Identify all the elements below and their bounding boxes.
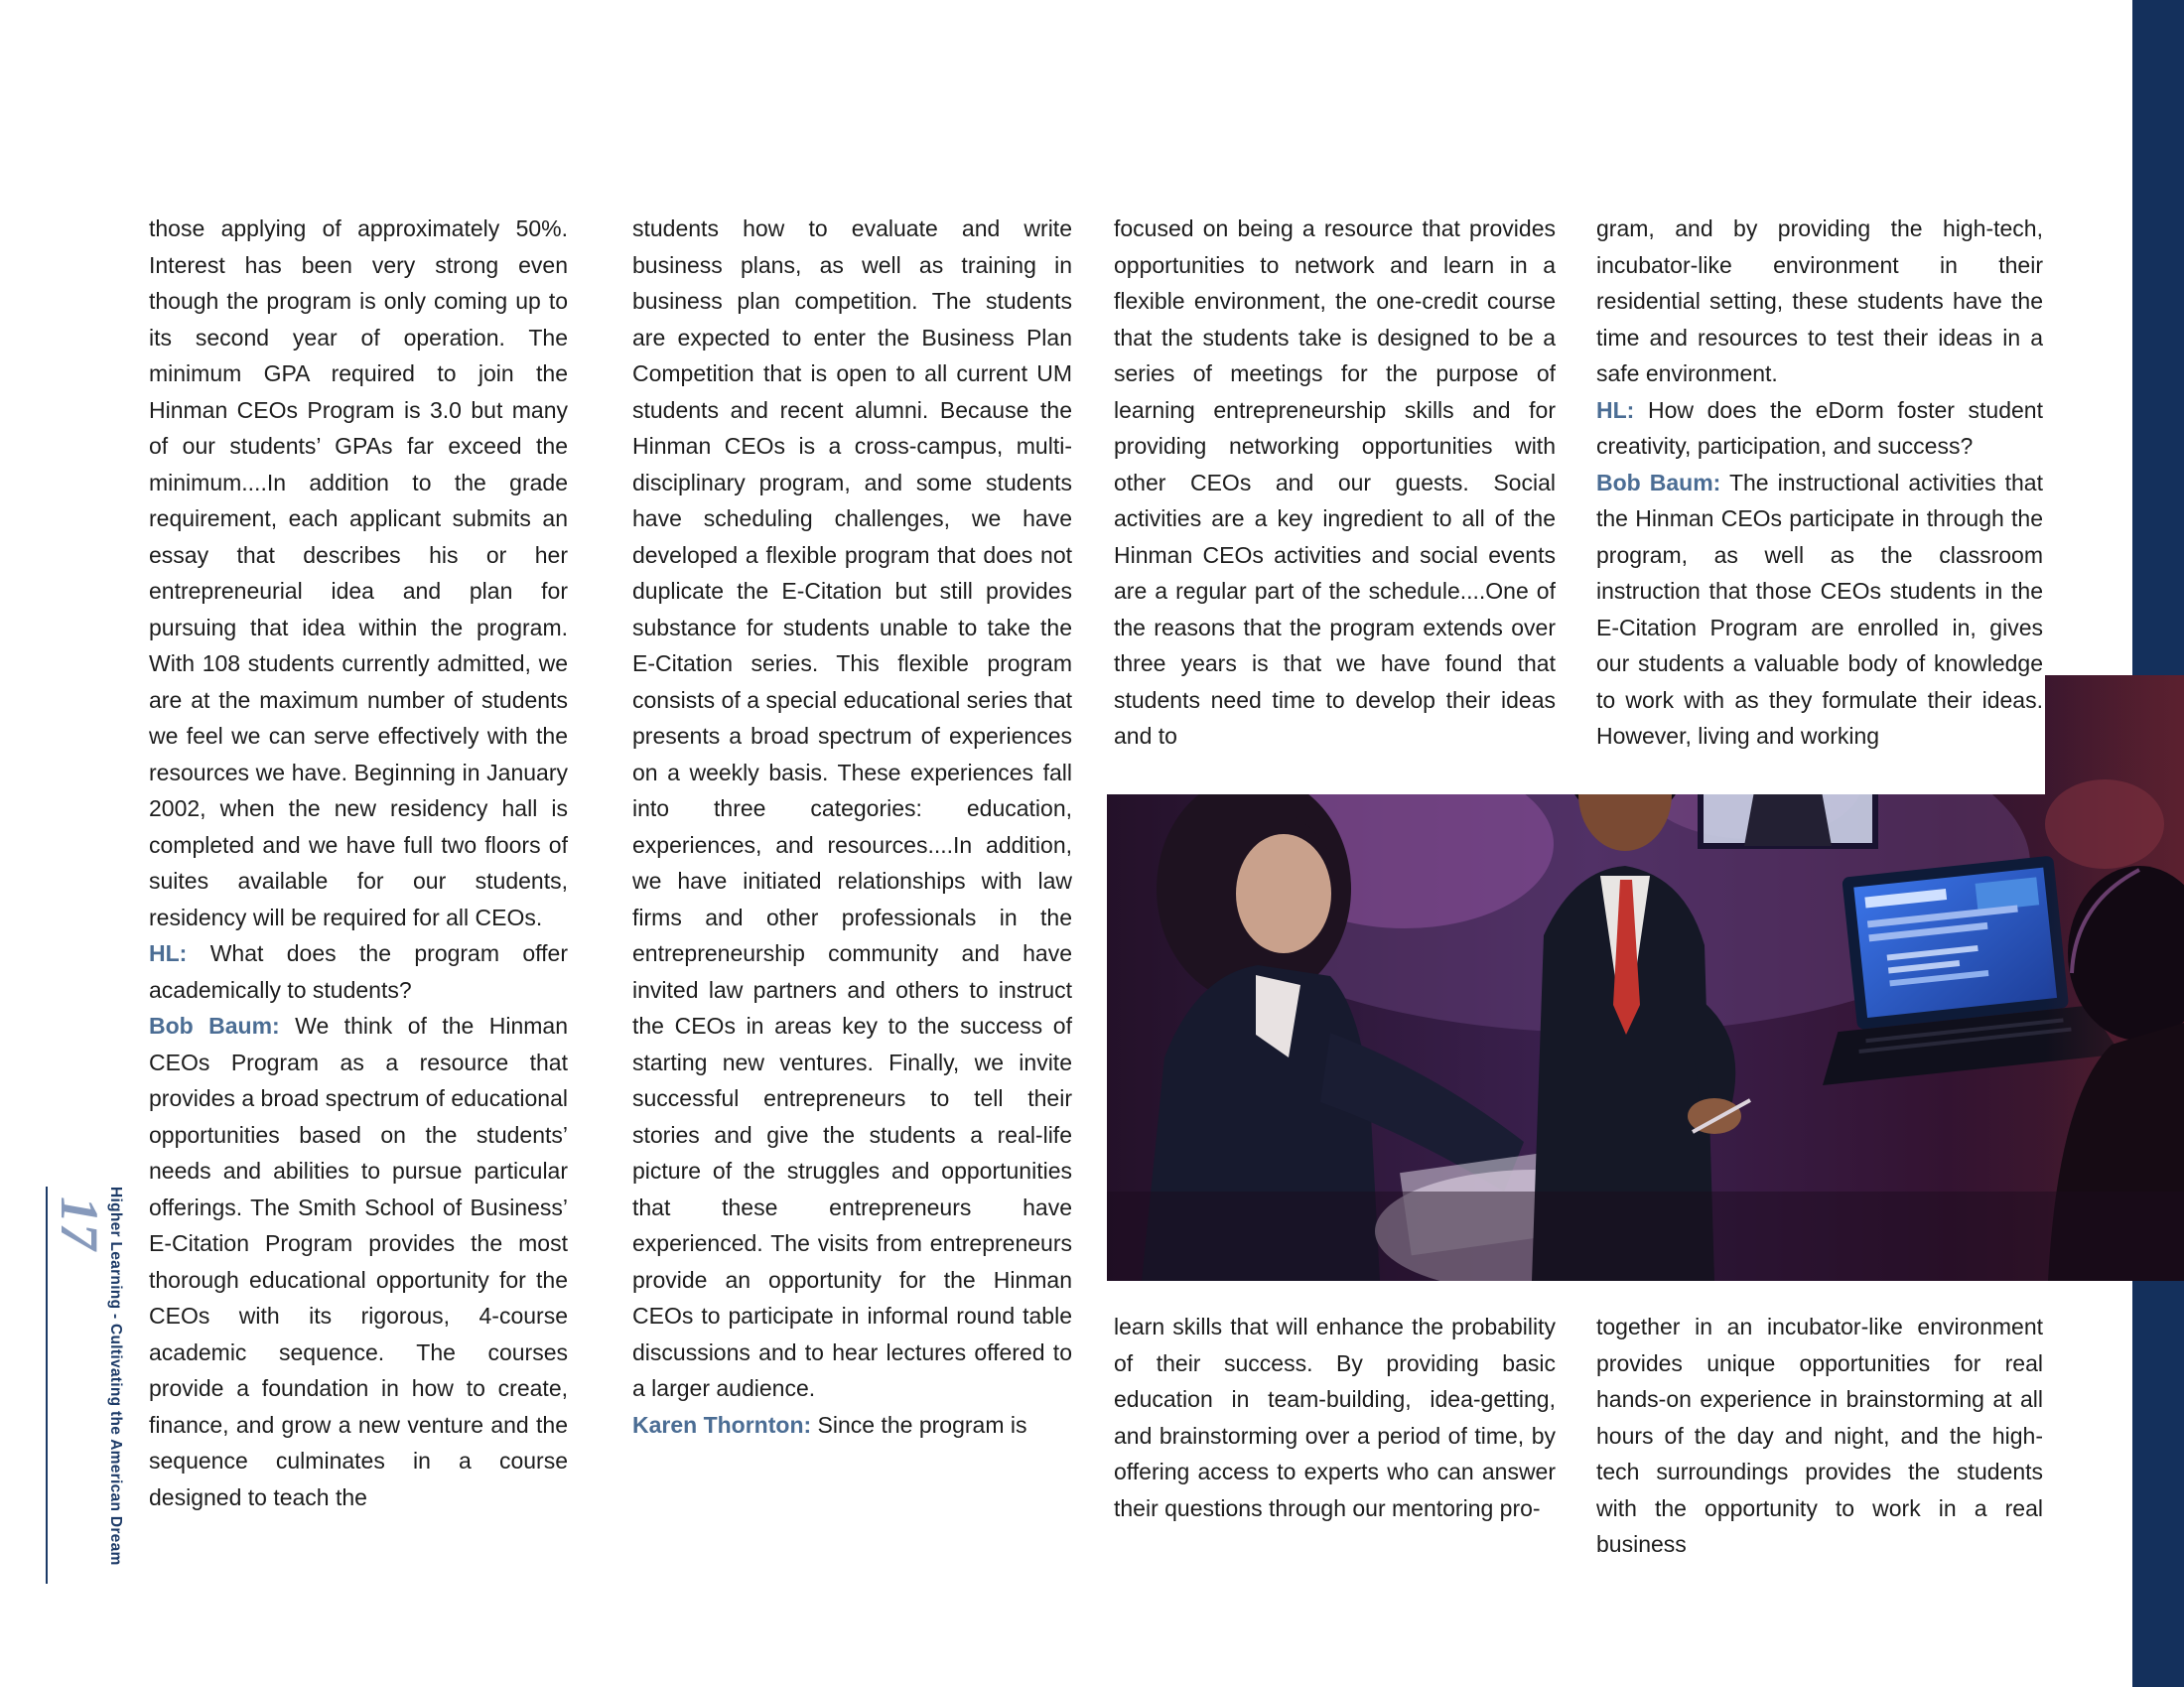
paragraph bbox=[632, 211, 1072, 1407]
speaker-label: Bob Baum: bbox=[149, 1013, 280, 1039]
spine-sidebar bbox=[46, 1187, 124, 1584]
interviewer-label: HL: bbox=[149, 940, 188, 966]
paragraph bbox=[1596, 1309, 2043, 1563]
paragraph bbox=[149, 211, 568, 935]
speaker-label: Bob Baum: bbox=[1596, 469, 1721, 495]
spine-title: Higher Learning - Cultivating the American Dream bbox=[107, 1187, 124, 1566]
feature-photo bbox=[1107, 675, 2184, 1281]
qa-line bbox=[632, 1407, 1072, 1444]
body-text: those applying of approximately 50%. Interest has been very strong even though the program is only coming up to its second year of operation. The minimum GPA required to join the Hinman CEOs Program is 3.0 but many of our students’ GPAs far exceed the minimum....In addition to the grade requirement, each applicant submits an essay that describes his or her entrepreneurial idea and plan for pursuing that idea within the program. With 108 students currently admitted, we are at the maximum number of students we feel we can serve effectively with the resources we have. Beginning in January 2002, when the new residency hall is completed and we have full two floors of suites available for our students, residency will be required for all CEOs. bbox=[149, 215, 568, 930]
body-text: learn skills that will enhance the probability of their success. By providing basic education in team-building, idea-getting, and brainstorming over a period of time, by offering access to experts who can answer their questions through our mentoring pro- bbox=[1114, 1314, 1556, 1521]
feature-photo-art bbox=[1107, 675, 2184, 1281]
paragraph bbox=[1114, 1309, 1556, 1526]
body-text: gram, and by providing the high-tech, incubator-like environment in their residential setting, these students have the time and resources to test their ideas in a safe environment. bbox=[1596, 215, 2043, 386]
body-text: students how to evaluate and write business plans, as well as training in business plan competition. The students are expected to enter the Business Plan Competition that is open to all current UM students and recent alumni. Because the Hinman CEOs is a cross-campus, multi-disciplinary program, and some students have scheduling challenges, we have developed a flexible program that does not duplicate the E-Citation but still provides substance for students unable to take the E-Citation series. This flexible program consists of a special educational series that presents a broad spectrum of experiences on a weekly basis. These experiences fall into three categories: education, experiences, and resources....In addition, we have initiated relationships with law firms and other professionals in the entrepreneurship community and have invited law partners and others to instruct the CEOs in areas key to the success of starting new ventures. Finally, we invite successful entrepreneurs to tell their stories and give the students a real-life picture of the struggles and opportunities that these entrepreneurs have experienced. The visits from entrepreneurs provide an opportunity for the Hinman CEOs to participate in informal round table discussions and to hear lectures offered to a larger audience. bbox=[632, 215, 1072, 1401]
paragraph bbox=[1596, 211, 2043, 392]
text-column-2 bbox=[632, 211, 1072, 1443]
question-text: How does the eDorm foster student creativity, participation, and success? bbox=[1596, 396, 2043, 459]
answer-text: Since the program is bbox=[811, 1411, 1027, 1438]
answer-text: We think of the Hinman CEOs Program as a resource that provides a broad spectrum of educational opportunities based on the students’ needs and abilities to pursue particular offerings. The Smith School of Business’ E-Citation Program provides the most thorough educational opportunity for the CEOs with its rigorous, 4-course academic sequence. The courses provide a foundation in how to create, finance, and grow a new venture and the sequence culminates in a course designed to teach the bbox=[149, 1013, 568, 1510]
page-number: 17 bbox=[50, 1196, 109, 1250]
paragraph bbox=[1114, 211, 1556, 755]
interviewer-label: HL: bbox=[1596, 396, 1635, 423]
qa-line bbox=[149, 935, 568, 1008]
body-text: together in an incubator-like environment provides unique opportunities for real hands-on experience in brainstorming at all hours of the day and night, and the high-tech surroundings provides the students with the opportunity to work in a real business bbox=[1596, 1314, 2043, 1557]
answer-text: The instructional activities that the Hinman CEOs participate in through the program, as well as the classroom instruction that those CEOs students in the E-Citation Program are enrolled in, gives our students a valuable body of knowledge to work with as they formulate their ideas. However, living and working bbox=[1596, 469, 2043, 749]
text-column-1 bbox=[149, 211, 568, 1515]
text-column-3-lower bbox=[1114, 1309, 1556, 1597]
speaker-label: Karen Thornton: bbox=[632, 1411, 812, 1438]
qa-line bbox=[149, 1008, 568, 1515]
question-text: What does the program offer academically to students? bbox=[149, 940, 568, 1003]
body-text: focused on being a resource that provides opportunities to network and learn in a flexible environment, the one-credit course that the students take is designed to be a series of meetings for the purpose of learning entrepreneurship skills and for providing networking opportunities with other CEOs and our guests. Social activities are a key ingredient to all of the Hinman CEOs activities and social events are a regular part of the schedule....One of the reasons that the program extends over three years is that we have found that students need time to develop their ideas and to bbox=[1114, 215, 1556, 749]
qa-line bbox=[1596, 392, 2043, 465]
text-column-4-lower bbox=[1596, 1309, 2043, 1597]
